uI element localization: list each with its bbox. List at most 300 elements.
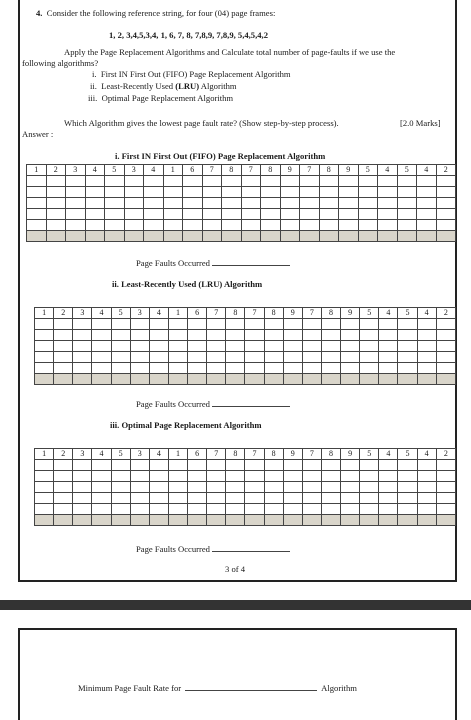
frame-cell[interactable] [241,198,261,209]
frame-cell[interactable] [398,352,417,363]
frame-cell[interactable] [436,198,456,209]
frame-cell[interactable] [168,352,187,363]
frame-cell[interactable] [280,231,300,242]
frame-cell[interactable] [245,482,264,493]
frame-cell[interactable] [245,374,264,385]
frame-cell[interactable] [283,363,302,374]
frame-cell[interactable] [321,493,340,504]
frame-cell[interactable] [168,330,187,341]
frame-cell[interactable] [397,176,417,187]
frame-cell[interactable] [245,330,264,341]
frame-cell[interactable] [245,363,264,374]
frame-cell[interactable] [207,374,226,385]
frame-cell[interactable] [54,482,73,493]
frame-cell[interactable] [92,493,111,504]
frame-cell[interactable] [339,209,359,220]
frame-cell[interactable] [321,374,340,385]
frame-cell[interactable] [92,482,111,493]
frame-cell[interactable] [264,330,283,341]
frame-cell[interactable] [202,220,222,231]
frame-cell[interactable] [149,374,168,385]
frame-cell[interactable] [417,231,437,242]
frame-cell[interactable] [302,504,321,515]
frame-cell[interactable] [264,341,283,352]
frame-cell[interactable] [207,330,226,341]
frame-cell[interactable] [92,330,111,341]
frame-cell[interactable] [54,374,73,385]
frame-cell[interactable] [360,471,379,482]
frame-cell[interactable] [339,220,359,231]
frame-cell[interactable] [358,231,378,242]
frame-cell[interactable] [35,330,54,341]
frame-cell[interactable] [341,504,360,515]
frame-cell[interactable] [436,176,456,187]
frame-cell[interactable] [417,374,436,385]
frame-cell[interactable] [27,176,47,187]
frame-cell[interactable] [111,363,130,374]
frame-cell[interactable] [417,209,437,220]
frame-cell[interactable] [111,493,130,504]
frame-cell[interactable] [398,493,417,504]
frame-cell[interactable] [379,319,398,330]
frame-cell[interactable] [35,493,54,504]
frame-cell[interactable] [436,341,455,352]
frame-cell[interactable] [144,198,164,209]
frame-cell[interactable] [35,319,54,330]
frame-cell[interactable] [168,504,187,515]
frame-cell[interactable] [73,330,92,341]
frame-cell[interactable] [168,374,187,385]
frame-cell[interactable] [398,319,417,330]
frame-cell[interactable] [264,319,283,330]
frame-cell[interactable] [264,352,283,363]
frame-cell[interactable] [188,504,207,515]
frame-cell[interactable] [226,319,245,330]
frame-cell[interactable] [417,515,436,526]
frame-cell[interactable] [222,198,242,209]
frame-cell[interactable] [163,209,183,220]
frame-cell[interactable] [417,352,436,363]
frame-cell[interactable] [358,220,378,231]
frame-cell[interactable] [241,176,261,187]
frame-cell[interactable] [92,352,111,363]
frame-cell[interactable] [358,176,378,187]
frame-cell[interactable] [111,471,130,482]
frame-cell[interactable] [149,341,168,352]
frame-cell[interactable] [341,319,360,330]
frame-cell[interactable] [54,341,73,352]
frame-cell[interactable] [360,374,379,385]
frame-cell[interactable] [168,482,187,493]
frame-cell[interactable] [168,319,187,330]
frame-cell[interactable] [358,198,378,209]
frame-cell[interactable] [300,209,320,220]
frame-cell[interactable] [222,176,242,187]
frame-cell[interactable] [130,363,149,374]
frame-cell[interactable] [73,319,92,330]
frame-cell[interactable] [130,471,149,482]
frame-cell[interactable] [379,471,398,482]
frame-cell[interactable] [398,341,417,352]
frame-cell[interactable] [149,504,168,515]
frame-cell[interactable] [111,515,130,526]
frame-cell[interactable] [222,231,242,242]
frame-cell[interactable] [207,471,226,482]
frame-cell[interactable] [202,231,222,242]
frame-cell[interactable] [398,374,417,385]
frame-cell[interactable] [168,493,187,504]
frame-cell[interactable] [283,504,302,515]
frame-cell[interactable] [245,471,264,482]
frame-cell[interactable] [188,460,207,471]
frame-cell[interactable] [73,493,92,504]
frame-cell[interactable] [417,330,436,341]
frame-cell[interactable] [111,352,130,363]
frame-cell[interactable] [378,220,398,231]
frame-cell[interactable] [241,231,261,242]
frame-cell[interactable] [130,330,149,341]
frame-cell[interactable] [202,209,222,220]
frame-cell[interactable] [149,363,168,374]
frame-cell[interactable] [73,374,92,385]
frame-cell[interactable] [92,515,111,526]
frame-cell[interactable] [436,187,456,198]
frame-cell[interactable] [130,352,149,363]
frame-cell[interactable] [183,176,203,187]
frame-cell[interactable] [222,209,242,220]
frame-cell[interactable] [149,493,168,504]
frame-cell[interactable] [379,363,398,374]
frame-cell[interactable] [130,341,149,352]
frame-cell[interactable] [417,460,436,471]
frame-cell[interactable] [319,198,339,209]
frame-cell[interactable] [378,231,398,242]
frame-cell[interactable] [54,319,73,330]
frame-cell[interactable] [188,330,207,341]
frame-cell[interactable] [207,515,226,526]
frame-cell[interactable] [360,460,379,471]
frame-cell[interactable] [207,460,226,471]
frame-cell[interactable] [319,176,339,187]
frame-cell[interactable] [283,493,302,504]
frame-cell[interactable] [302,374,321,385]
frame-cell[interactable] [73,363,92,374]
frame-cell[interactable] [398,504,417,515]
frame-cell[interactable] [226,374,245,385]
frame-cell[interactable] [66,176,86,187]
frame-cell[interactable] [105,187,125,198]
frame-cell[interactable] [300,176,320,187]
frame-cell[interactable] [264,493,283,504]
frame-cell[interactable] [46,176,66,187]
frame-cell[interactable] [245,352,264,363]
frame-cell[interactable] [339,198,359,209]
frame-cell[interactable] [188,363,207,374]
frame-cell[interactable] [35,504,54,515]
frame-cell[interactable] [283,341,302,352]
frame-cell[interactable] [283,319,302,330]
frame-cell[interactable] [207,352,226,363]
frame-cell[interactable] [264,504,283,515]
frame-cell[interactable] [436,231,456,242]
frame-cell[interactable] [283,330,302,341]
frame-cell[interactable] [341,471,360,482]
frame-cell[interactable] [436,319,455,330]
frame-cell[interactable] [111,319,130,330]
frame-cell[interactable] [283,482,302,493]
frame-cell[interactable] [73,471,92,482]
frame-cell[interactable] [379,352,398,363]
frame-cell[interactable] [202,187,222,198]
frame-cell[interactable] [378,187,398,198]
frame-cell[interactable] [222,187,242,198]
frame-cell[interactable] [300,220,320,231]
frame-cell[interactable] [379,482,398,493]
frame-cell[interactable] [436,515,455,526]
frame-cell[interactable] [436,220,456,231]
frame-cell[interactable] [245,515,264,526]
frame-cell[interactable] [302,352,321,363]
frame-cell[interactable] [226,352,245,363]
frame-cell[interactable] [398,515,417,526]
frame-cell[interactable] [417,176,437,187]
frame-cell[interactable] [379,330,398,341]
frame-cell[interactable] [46,187,66,198]
frame-cell[interactable] [436,471,455,482]
frame-cell[interactable] [264,374,283,385]
frame-cell[interactable] [27,198,47,209]
frame-cell[interactable] [149,482,168,493]
frame-cell[interactable] [241,187,261,198]
frame-cell[interactable] [360,482,379,493]
frame-cell[interactable] [283,374,302,385]
frame-cell[interactable] [358,209,378,220]
frame-cell[interactable] [35,482,54,493]
frame-cell[interactable] [54,504,73,515]
frame-cell[interactable] [321,341,340,352]
frame-cell[interactable] [35,363,54,374]
frame-cell[interactable] [226,363,245,374]
frame-cell[interactable] [168,471,187,482]
frame-cell[interactable] [54,352,73,363]
frame-cell[interactable] [397,231,417,242]
frame-cell[interactable] [341,460,360,471]
frame-cell[interactable] [261,231,281,242]
frame-cell[interactable] [46,231,66,242]
frame-cell[interactable] [144,220,164,231]
frame-cell[interactable] [245,460,264,471]
frame-cell[interactable] [264,471,283,482]
frame-cell[interactable] [168,363,187,374]
frame-cell[interactable] [46,198,66,209]
frame-cell[interactable] [302,515,321,526]
frame-cell[interactable] [144,176,164,187]
frame-cell[interactable] [202,176,222,187]
frame-cell[interactable] [92,471,111,482]
frame-cell[interactable] [183,187,203,198]
frame-cell[interactable] [163,231,183,242]
frame-cell[interactable] [341,330,360,341]
frame-cell[interactable] [417,471,436,482]
frame-cell[interactable] [111,460,130,471]
frame-cell[interactable] [245,319,264,330]
frame-cell[interactable] [360,330,379,341]
frame-cell[interactable] [302,319,321,330]
frame-cell[interactable] [105,198,125,209]
frame-cell[interactable] [168,515,187,526]
frame-cell[interactable] [436,330,455,341]
frame-cell[interactable] [130,515,149,526]
frame-cell[interactable] [300,231,320,242]
frame-cell[interactable] [436,363,455,374]
frame-cell[interactable] [85,209,105,220]
frame-cell[interactable] [73,352,92,363]
frame-cell[interactable] [163,198,183,209]
frame-cell[interactable] [163,220,183,231]
frame-cell[interactable] [417,220,437,231]
frame-cell[interactable] [398,330,417,341]
frame-cell[interactable] [188,341,207,352]
frame-cell[interactable] [302,330,321,341]
frame-cell[interactable] [124,220,144,231]
frame-cell[interactable] [302,471,321,482]
fifo-faults-blank[interactable] [212,259,290,266]
frame-cell[interactable] [73,504,92,515]
frame-cell[interactable] [46,209,66,220]
frame-cell[interactable] [226,460,245,471]
frame-cell[interactable] [436,209,456,220]
frame-cell[interactable] [111,374,130,385]
frame-cell[interactable] [241,220,261,231]
frame-cell[interactable] [417,319,436,330]
frame-cell[interactable] [436,460,455,471]
frame-cell[interactable] [283,515,302,526]
frame-cell[interactable] [73,460,92,471]
frame-cell[interactable] [54,363,73,374]
frame-cell[interactable] [226,341,245,352]
algorithm-answer-blank[interactable] [185,684,317,691]
frame-cell[interactable] [321,352,340,363]
frame-cell[interactable] [379,493,398,504]
frame-cell[interactable] [149,319,168,330]
frame-cell[interactable] [54,515,73,526]
frame-cell[interactable] [264,515,283,526]
frame-cell[interactable] [226,504,245,515]
frame-cell[interactable] [379,504,398,515]
frame-cell[interactable] [417,482,436,493]
frame-cell[interactable] [35,471,54,482]
frame-cell[interactable] [360,341,379,352]
frame-cell[interactable] [207,363,226,374]
frame-cell[interactable] [321,471,340,482]
frame-cell[interactable] [188,374,207,385]
frame-cell[interactable] [397,220,417,231]
frame-cell[interactable] [149,515,168,526]
frame-cell[interactable] [379,515,398,526]
frame-cell[interactable] [321,460,340,471]
frame-cell[interactable] [35,374,54,385]
frame-cell[interactable] [73,482,92,493]
frame-cell[interactable] [280,220,300,231]
frame-cell[interactable] [130,482,149,493]
frame-cell[interactable] [35,341,54,352]
frame-cell[interactable] [105,220,125,231]
lru-faults-blank[interactable] [212,400,290,407]
frame-cell[interactable] [149,460,168,471]
frame-cell[interactable] [379,341,398,352]
frame-cell[interactable] [417,504,436,515]
frame-cell[interactable] [149,471,168,482]
frame-cell[interactable] [207,504,226,515]
frame-cell[interactable] [222,220,242,231]
frame-cell[interactable] [417,341,436,352]
frame-cell[interactable] [183,209,203,220]
frame-cell[interactable] [341,352,360,363]
frame-cell[interactable] [92,363,111,374]
frame-cell[interactable] [398,460,417,471]
frame-cell[interactable] [226,471,245,482]
frame-cell[interactable] [339,176,359,187]
frame-cell[interactable] [339,231,359,242]
frame-cell[interactable] [207,341,226,352]
frame-cell[interactable] [341,374,360,385]
frame-cell[interactable] [188,515,207,526]
frame-cell[interactable] [149,330,168,341]
frame-cell[interactable] [226,515,245,526]
frame-cell[interactable] [436,482,455,493]
frame-cell[interactable] [379,374,398,385]
frame-cell[interactable] [163,176,183,187]
frame-cell[interactable] [417,198,437,209]
frame-cell[interactable] [85,187,105,198]
frame-cell[interactable] [360,352,379,363]
frame-cell[interactable] [302,482,321,493]
frame-cell[interactable] [341,341,360,352]
frame-cell[interactable] [398,482,417,493]
frame-cell[interactable] [321,363,340,374]
frame-cell[interactable] [302,460,321,471]
frame-cell[interactable] [379,460,398,471]
frame-cell[interactable] [66,198,86,209]
frame-cell[interactable] [341,515,360,526]
frame-cell[interactable] [280,187,300,198]
frame-cell[interactable] [46,220,66,231]
frame-cell[interactable] [54,460,73,471]
frame-cell[interactable] [360,504,379,515]
frame-cell[interactable] [321,330,340,341]
frame-cell[interactable] [302,341,321,352]
frame-cell[interactable] [144,231,164,242]
frame-cell[interactable] [264,363,283,374]
frame-cell[interactable] [27,187,47,198]
frame-cell[interactable] [35,352,54,363]
frame-cell[interactable] [85,198,105,209]
frame-cell[interactable] [54,493,73,504]
frame-cell[interactable] [358,187,378,198]
frame-cell[interactable] [302,363,321,374]
frame-cell[interactable] [319,231,339,242]
frame-cell[interactable] [27,231,47,242]
frame-cell[interactable] [321,482,340,493]
frame-cell[interactable] [105,209,125,220]
frame-cell[interactable] [168,341,187,352]
frame-cell[interactable] [436,504,455,515]
frame-cell[interactable] [300,187,320,198]
frame-cell[interactable] [417,493,436,504]
frame-cell[interactable] [27,209,47,220]
frame-cell[interactable] [360,493,379,504]
frame-cell[interactable] [207,493,226,504]
